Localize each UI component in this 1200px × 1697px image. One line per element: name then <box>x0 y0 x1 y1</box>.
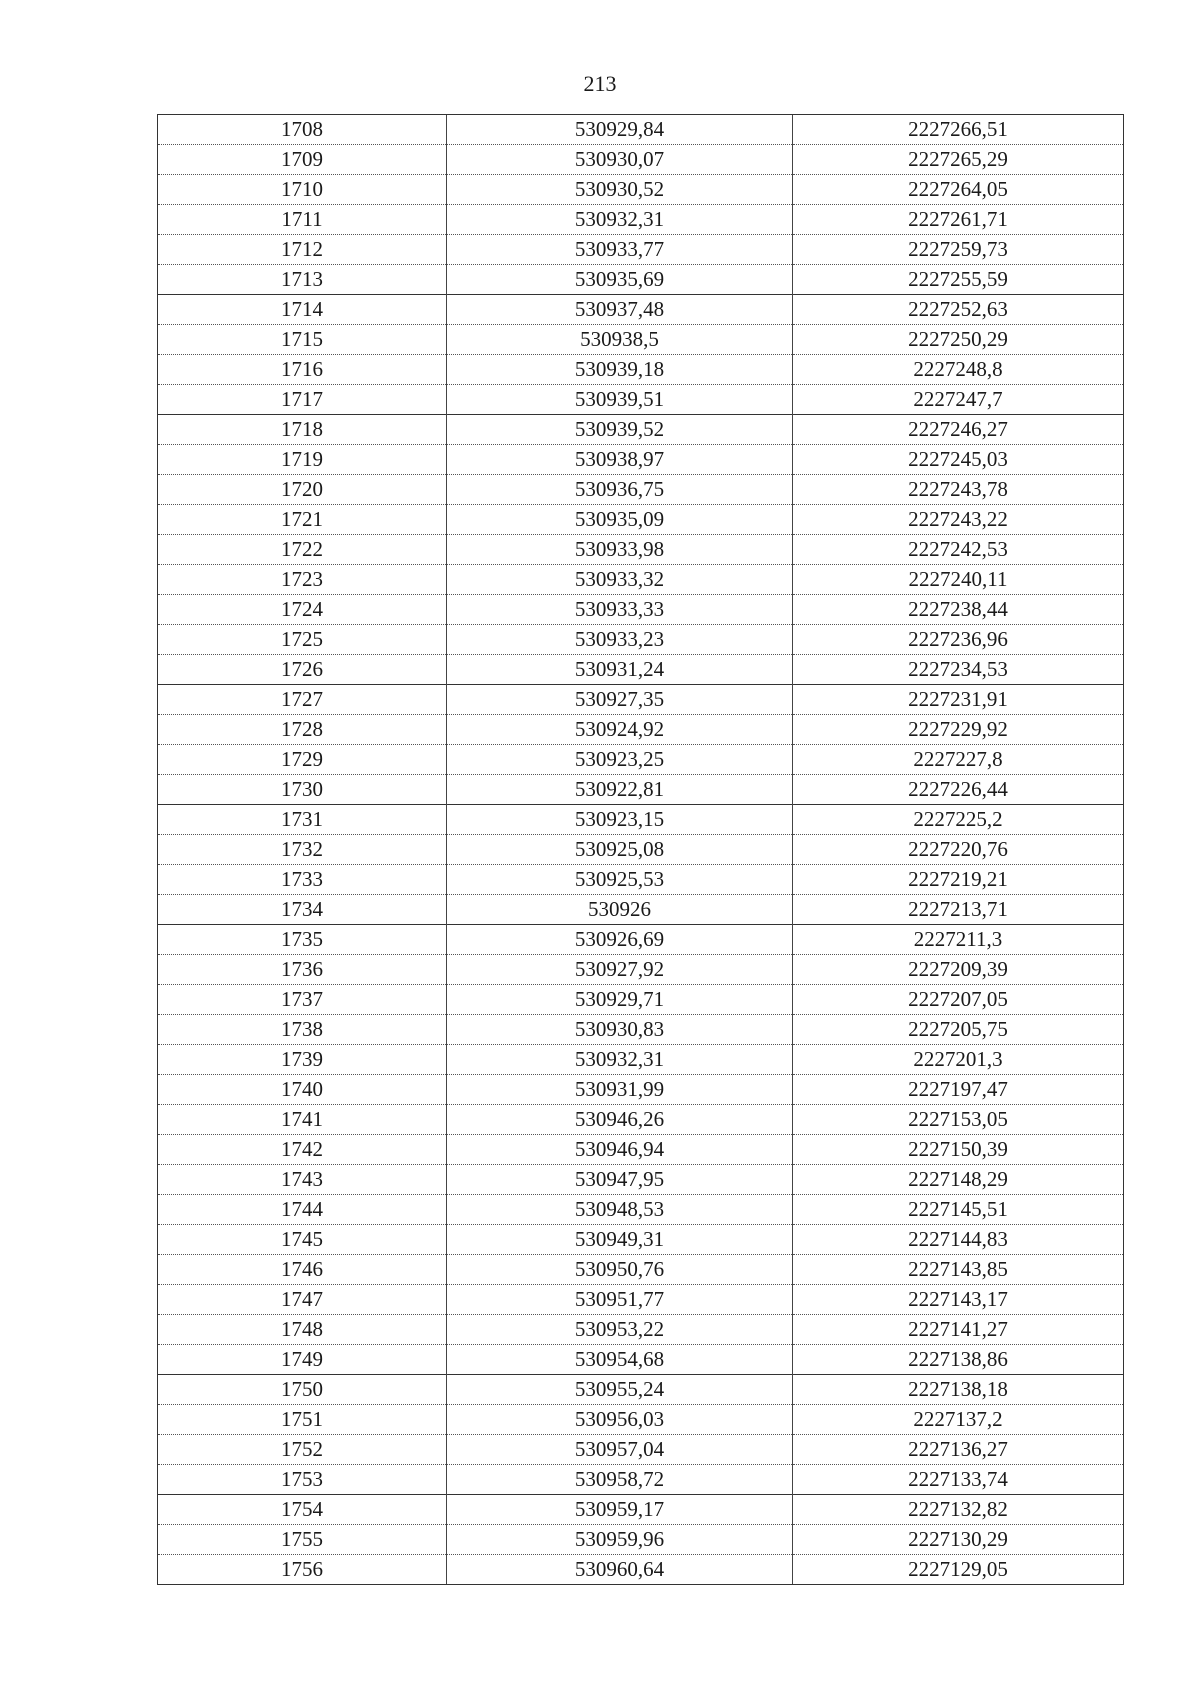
table-row <box>158 1465 1124 1495</box>
point-number-cell: 1714 <box>158 295 447 325</box>
coordinate-x-cell: 530960,64 <box>447 1555 793 1585</box>
point-number-cell: 1732 <box>158 835 447 865</box>
point-number-cell: 1752 <box>158 1435 447 1465</box>
coordinates-table-body <box>158 115 1124 1585</box>
coordinate-y-cell: 2227227,8 <box>793 745 1124 775</box>
point-number-cell: 1738 <box>158 1015 447 1045</box>
point-number-cell: 1755 <box>158 1525 447 1555</box>
coordinate-y-cell: 2227245,03 <box>793 445 1124 475</box>
point-number-cell: 1741 <box>158 1105 447 1135</box>
coordinate-y-cell: 2227234,53 <box>793 655 1124 685</box>
table-row <box>158 865 1124 895</box>
table-row <box>158 1135 1124 1165</box>
coordinate-y-cell: 2227266,51 <box>793 115 1124 145</box>
coordinate-y-cell: 2227138,86 <box>793 1345 1124 1375</box>
table-row <box>158 1375 1124 1405</box>
coordinate-y-cell: 2227265,29 <box>793 145 1124 175</box>
table-row <box>158 1015 1124 1045</box>
coordinate-x-cell: 530923,15 <box>447 805 793 835</box>
table-row <box>158 505 1124 535</box>
coordinate-x-cell: 530950,76 <box>447 1255 793 1285</box>
coordinate-x-cell: 530939,51 <box>447 385 793 415</box>
coordinate-x-cell: 530933,77 <box>447 235 793 265</box>
table-row <box>158 745 1124 775</box>
table-row <box>158 475 1124 505</box>
coordinate-x-cell: 530926 <box>447 895 793 925</box>
coordinate-x-cell: 530956,03 <box>447 1405 793 1435</box>
coordinate-x-cell: 530926,69 <box>447 925 793 955</box>
coordinate-x-cell: 530933,32 <box>447 565 793 595</box>
point-number-cell: 1722 <box>158 535 447 565</box>
point-number-cell: 1729 <box>158 745 447 775</box>
table-row <box>158 385 1124 415</box>
point-number-cell: 1751 <box>158 1405 447 1435</box>
table-row <box>158 775 1124 805</box>
table-row <box>158 715 1124 745</box>
coordinate-y-cell: 2227148,29 <box>793 1165 1124 1195</box>
coordinate-y-cell: 2227248,8 <box>793 355 1124 385</box>
table-row <box>158 1345 1124 1375</box>
coordinate-y-cell: 2227243,78 <box>793 475 1124 505</box>
point-number-cell: 1748 <box>158 1315 447 1345</box>
table-row <box>158 115 1124 145</box>
coordinate-y-cell: 2227213,71 <box>793 895 1124 925</box>
page-number: 213 <box>583 71 617 96</box>
coordinate-x-cell: 530929,84 <box>447 115 793 145</box>
coordinate-x-cell: 530929,71 <box>447 985 793 1015</box>
point-number-cell: 1750 <box>158 1375 447 1405</box>
coordinate-x-cell: 530924,92 <box>447 715 793 745</box>
table-row <box>158 415 1124 445</box>
coordinate-y-cell: 2227240,11 <box>793 565 1124 595</box>
coordinate-x-cell: 530922,81 <box>447 775 793 805</box>
coordinate-y-cell: 2227153,05 <box>793 1105 1124 1135</box>
point-number-cell: 1726 <box>158 655 447 685</box>
coordinate-x-cell: 530939,18 <box>447 355 793 385</box>
coordinate-y-cell: 2227243,22 <box>793 505 1124 535</box>
coordinate-x-cell: 530930,83 <box>447 1015 793 1045</box>
table-row <box>158 925 1124 955</box>
table-row <box>158 1315 1124 1345</box>
coordinate-x-cell: 530959,96 <box>447 1525 793 1555</box>
point-number-cell: 1727 <box>158 685 447 715</box>
point-number-cell: 1736 <box>158 955 447 985</box>
coordinate-y-cell: 2227229,92 <box>793 715 1124 745</box>
point-number-cell: 1710 <box>158 175 447 205</box>
point-number-cell: 1747 <box>158 1285 447 1315</box>
table-row <box>158 805 1124 835</box>
point-number-cell: 1749 <box>158 1345 447 1375</box>
table-row <box>158 1195 1124 1225</box>
coordinate-y-cell: 2227264,05 <box>793 175 1124 205</box>
coordinate-y-cell: 2227205,75 <box>793 1015 1124 1045</box>
coordinate-y-cell: 2227236,96 <box>793 625 1124 655</box>
table-row <box>158 1045 1124 1075</box>
table-row <box>158 265 1124 295</box>
coordinate-x-cell: 530938,5 <box>447 325 793 355</box>
point-number-cell: 1739 <box>158 1045 447 1075</box>
coordinate-x-cell: 530957,04 <box>447 1435 793 1465</box>
table-row <box>158 1435 1124 1465</box>
coordinate-y-cell: 2227138,18 <box>793 1375 1124 1405</box>
coordinate-y-cell: 2227132,82 <box>793 1495 1124 1525</box>
point-number-cell: 1725 <box>158 625 447 655</box>
coordinate-x-cell: 530955,24 <box>447 1375 793 1405</box>
coordinate-y-cell: 2227261,71 <box>793 205 1124 235</box>
coordinate-y-cell: 2227225,2 <box>793 805 1124 835</box>
table-row <box>158 985 1124 1015</box>
table-row <box>158 295 1124 325</box>
coordinate-y-cell: 2227207,05 <box>793 985 1124 1015</box>
point-number-cell: 1723 <box>158 565 447 595</box>
coordinate-x-cell: 530923,25 <box>447 745 793 775</box>
coordinate-y-cell: 2227238,44 <box>793 595 1124 625</box>
coordinate-x-cell: 530935,09 <box>447 505 793 535</box>
table-row <box>158 535 1124 565</box>
table-row <box>158 1165 1124 1195</box>
table-row <box>158 1405 1124 1435</box>
coordinate-x-cell: 530932,31 <box>447 205 793 235</box>
point-number-cell: 1719 <box>158 445 447 475</box>
coordinate-y-cell: 2227220,76 <box>793 835 1124 865</box>
table-row <box>158 565 1124 595</box>
point-number-cell: 1743 <box>158 1165 447 1195</box>
coordinate-x-cell: 530938,97 <box>447 445 793 475</box>
coordinate-x-cell: 530959,17 <box>447 1495 793 1525</box>
point-number-cell: 1712 <box>158 235 447 265</box>
coordinate-y-cell: 2227242,53 <box>793 535 1124 565</box>
point-number-cell: 1754 <box>158 1495 447 1525</box>
coordinate-x-cell: 530947,95 <box>447 1165 793 1195</box>
table-row <box>158 1255 1124 1285</box>
coordinate-y-cell: 2227137,2 <box>793 1405 1124 1435</box>
point-number-cell: 1745 <box>158 1225 447 1255</box>
coordinate-y-cell: 2227133,74 <box>793 1465 1124 1495</box>
coordinate-x-cell: 530925,08 <box>447 835 793 865</box>
table-row <box>158 325 1124 355</box>
table-row <box>158 145 1124 175</box>
coordinate-x-cell: 530927,35 <box>447 685 793 715</box>
point-number-cell: 1746 <box>158 1255 447 1285</box>
coordinate-y-cell: 2227247,7 <box>793 385 1124 415</box>
point-number-cell: 1718 <box>158 415 447 445</box>
point-number-cell: 1734 <box>158 895 447 925</box>
coordinate-y-cell: 2227226,44 <box>793 775 1124 805</box>
coordinate-y-cell: 2227141,27 <box>793 1315 1124 1345</box>
coordinate-y-cell: 2227255,59 <box>793 265 1124 295</box>
coordinate-x-cell: 530936,75 <box>447 475 793 505</box>
coordinate-x-cell: 530927,92 <box>447 955 793 985</box>
point-number-cell: 1713 <box>158 265 447 295</box>
coordinate-y-cell: 2227259,73 <box>793 235 1124 265</box>
point-number-cell: 1724 <box>158 595 447 625</box>
point-number-cell: 1721 <box>158 505 447 535</box>
point-number-cell: 1737 <box>158 985 447 1015</box>
table-row <box>158 625 1124 655</box>
coordinate-y-cell: 2227136,27 <box>793 1435 1124 1465</box>
coordinate-y-cell: 2227197,47 <box>793 1075 1124 1105</box>
coordinate-x-cell: 530925,53 <box>447 865 793 895</box>
coordinate-y-cell: 2227209,39 <box>793 955 1124 985</box>
coordinate-y-cell: 2227250,29 <box>793 325 1124 355</box>
coordinate-y-cell: 2227231,91 <box>793 685 1124 715</box>
table-row <box>158 1225 1124 1255</box>
coordinate-x-cell: 530949,31 <box>447 1225 793 1255</box>
table-row <box>158 895 1124 925</box>
point-number-cell: 1711 <box>158 205 447 235</box>
coordinate-x-cell: 530948,53 <box>447 1195 793 1225</box>
coordinate-y-cell: 2227145,51 <box>793 1195 1124 1225</box>
coordinate-x-cell: 530931,99 <box>447 1075 793 1105</box>
coordinate-x-cell: 530951,77 <box>447 1285 793 1315</box>
point-number-cell: 1708 <box>158 115 447 145</box>
table-row <box>158 355 1124 385</box>
coordinate-x-cell: 530946,94 <box>447 1135 793 1165</box>
coordinate-y-cell: 2227143,17 <box>793 1285 1124 1315</box>
point-number-cell: 1742 <box>158 1135 447 1165</box>
coordinate-x-cell: 530954,68 <box>447 1345 793 1375</box>
table-row <box>158 175 1124 205</box>
table-row <box>158 1075 1124 1105</box>
table-row <box>158 205 1124 235</box>
point-number-cell: 1756 <box>158 1555 447 1585</box>
table-row <box>158 685 1124 715</box>
table-row <box>158 1105 1124 1135</box>
point-number-cell: 1744 <box>158 1195 447 1225</box>
point-number-cell: 1717 <box>158 385 447 415</box>
point-number-cell: 1709 <box>158 145 447 175</box>
coordinate-y-cell: 2227129,05 <box>793 1555 1124 1585</box>
table-row <box>158 835 1124 865</box>
coordinate-x-cell: 530935,69 <box>447 265 793 295</box>
point-number-cell: 1720 <box>158 475 447 505</box>
coordinate-x-cell: 530930,52 <box>447 175 793 205</box>
point-number-cell: 1730 <box>158 775 447 805</box>
coordinate-y-cell: 2227252,63 <box>793 295 1124 325</box>
coordinate-x-cell: 530930,07 <box>447 145 793 175</box>
coordinate-y-cell: 2227130,29 <box>793 1525 1124 1555</box>
coordinate-y-cell: 2227211,3 <box>793 925 1124 955</box>
coordinate-x-cell: 530933,33 <box>447 595 793 625</box>
coordinate-y-cell: 2227144,83 <box>793 1225 1124 1255</box>
table-row <box>158 955 1124 985</box>
coordinate-x-cell: 530953,22 <box>447 1315 793 1345</box>
coordinate-y-cell: 2227143,85 <box>793 1255 1124 1285</box>
coordinate-x-cell: 530933,23 <box>447 625 793 655</box>
table-row <box>158 445 1124 475</box>
point-number-cell: 1731 <box>158 805 447 835</box>
coordinate-y-cell: 2227219,21 <box>793 865 1124 895</box>
coordinate-y-cell: 2227150,39 <box>793 1135 1124 1165</box>
table-row <box>158 595 1124 625</box>
coordinate-x-cell: 530946,26 <box>447 1105 793 1135</box>
coordinate-x-cell: 530937,48 <box>447 295 793 325</box>
table-row <box>158 235 1124 265</box>
table-row <box>158 1525 1124 1555</box>
point-number-cell: 1715 <box>158 325 447 355</box>
point-number-cell: 1728 <box>158 715 447 745</box>
point-number-cell: 1716 <box>158 355 447 385</box>
coordinate-x-cell: 530932,31 <box>447 1045 793 1075</box>
coordinate-y-cell: 2227246,27 <box>793 415 1124 445</box>
coordinates-table <box>157 114 1124 1585</box>
table-row <box>158 655 1124 685</box>
coordinate-x-cell: 530958,72 <box>447 1465 793 1495</box>
table-row <box>158 1285 1124 1315</box>
coordinate-y-cell: 2227201,3 <box>793 1045 1124 1075</box>
table-row <box>158 1495 1124 1525</box>
coordinate-x-cell: 530939,52 <box>447 415 793 445</box>
point-number-cell: 1753 <box>158 1465 447 1495</box>
table-row <box>158 1555 1124 1585</box>
point-number-cell: 1735 <box>158 925 447 955</box>
point-number-cell: 1740 <box>158 1075 447 1105</box>
point-number-cell: 1733 <box>158 865 447 895</box>
coordinate-x-cell: 530933,98 <box>447 535 793 565</box>
coordinate-x-cell: 530931,24 <box>447 655 793 685</box>
